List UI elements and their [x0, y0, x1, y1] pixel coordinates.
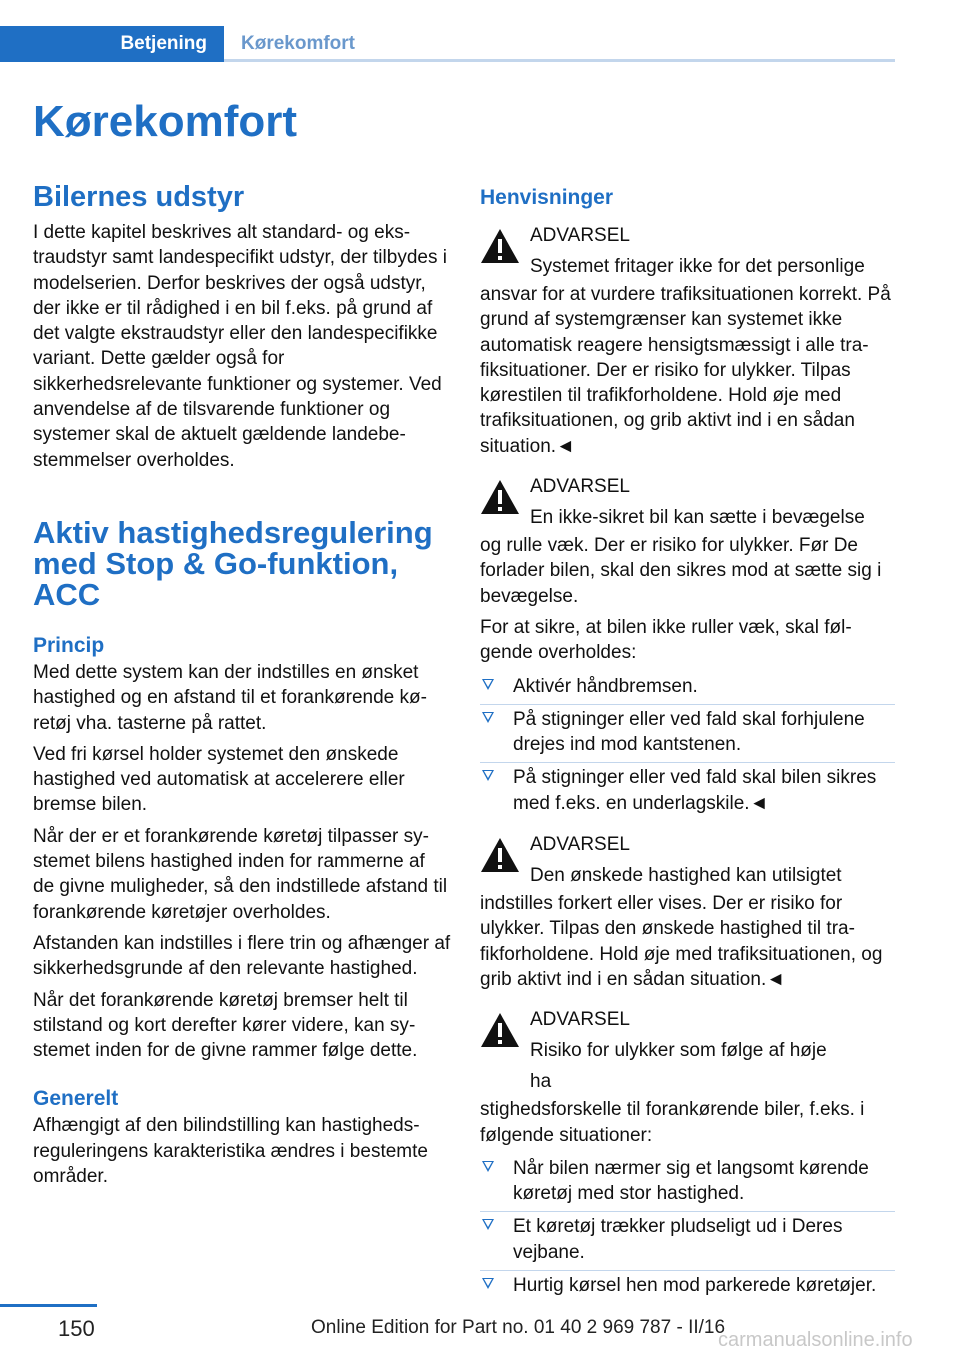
heading-bilernes-udstyr: Bilernes udstyr — [33, 181, 245, 213]
warning-text: og rulle væk. Der er risiko for ulykker. Før De forlader bilen, skal den sikres mod at sætte sig i bevægelse. — [480, 535, 882, 607]
warning-box — [480, 471, 895, 609]
heading-generelt: Generelt — [33, 1087, 119, 1111]
warning-text-first: Systemet fritager ikke for det personlige — [530, 256, 865, 277]
warning-title: ADVARSEL — [530, 225, 630, 246]
paragraph-sikre: For at sikre, at bilen ikke ruller væk, skal følgende overholdes: — [480, 616, 852, 664]
list-item-text: Når bilen nærmer sig et langsomt kørende køretøj med stor hastighed. — [513, 1157, 869, 1205]
warning-text: indstilles forkert eller vises. Der er risiko for ulykker. Tilpas den ønskede hastighed til trafikforholdene. Hold øje med trafiksituationen, og grib aktivt ind i en sådan situation.◄ — [480, 893, 883, 990]
warning-box — [480, 220, 895, 459]
list-item — [480, 1271, 895, 1303]
list-item — [480, 672, 895, 705]
list-item-text: På stigninger eller ved fald skal bilen sikres med f.eks. en underlagskile.◄ — [513, 767, 877, 814]
bullet-list-secure — [480, 672, 895, 821]
warning-triangle-icon — [480, 228, 520, 264]
paragraph-bilernes-udstyr: I dette kapitel beskrives alt standard- og ekstraudstyr samt landespecifikt udstyr, der tilbydes i modelserien. Derfor beskrives der også udstyr, der ikke er til rådighed i en bil f.eks. på grund af det valgte ekstraudstyr eller den landespecifikke variant. Dette gælder også for sikkerhedsrelevante funktioner og systemer. Ved anvendelse af de tilsvarende funktioner og systemer skal de aktuelt gældende landebestemmelser overholdes. — [33, 222, 447, 471]
warning-triangle-icon — [480, 479, 520, 515]
warning-text: stighedsforskelle til forankørende biler, f.eks. i følgende situationer: — [480, 1099, 865, 1146]
header-tab-section: Betjening — [0, 26, 224, 62]
left-column — [33, 180, 451, 1195]
bullet-triangle-icon — [482, 1278, 494, 1289]
heading-princip: Princip — [33, 633, 105, 657]
list-item — [480, 763, 895, 821]
page-header — [0, 26, 895, 62]
list-item — [480, 1212, 895, 1271]
list-item — [480, 705, 895, 764]
warning-triangle-icon — [480, 1012, 520, 1048]
bullet-triangle-icon — [482, 679, 494, 690]
warning-text: ansvar for at vurdere trafiksituationen korrekt. På grund af systemgrænser kan systemet ikke automatisk reagere hensigtsmæssigt i alle trafiksituationer. Der er risiko for ulykker. Tilpas kørestilen til trafikforholdene. Hold øje med trafiksituationen, og grib aktivt ind i en sådan situation.◄ — [480, 284, 891, 457]
warning-text-first: En ikke-sikret bil kan sætte i bevægelse — [530, 507, 865, 529]
warning-text-first: Den ønskede hastighed kan utilsigtet — [530, 865, 842, 887]
list-item — [480, 1154, 895, 1213]
warning-text-first: Risiko for ulykker som følge af høje ha — [530, 1040, 827, 1093]
list-item-text: Aktivér håndbremsen. — [513, 675, 698, 697]
paragraph-princip-2: Ved fri kørsel holder systemet den ønskede hastighed ved automatisk at accelerere eller bremse bilen. — [33, 743, 405, 816]
watermark: carmanualsonline.info — [718, 1329, 913, 1351]
paragraph-princip-4: Afstanden kan indstilles i flere trin og afhænger af sikkerhedsgrunde af den relevante hastighed. — [33, 932, 451, 980]
warning-title: ADVARSEL — [530, 476, 630, 498]
list-item-text: Et køretøj trækker pludseligt ud i Deres vejbane. — [513, 1216, 843, 1263]
bullet-list-situations — [480, 1154, 895, 1303]
footer-edition: Online Edition for Part no. 01 40 2 969 787 - II/16 — [311, 1317, 726, 1338]
paragraph-princip-3: Når der er et forankørende køretøj tilpasser systemet bilens hastighed inden for rammerne af de givne muligheder, så den indstillede afstand til forankørende køretøjer overholdes. — [33, 825, 448, 923]
warning-title: ADVARSEL — [530, 1009, 630, 1031]
list-item-text: På stigninger eller ved fald skal forhjulene drejes ind mod kantstenen. — [513, 708, 865, 756]
bullet-triangle-icon — [482, 770, 494, 781]
bullet-triangle-icon — [482, 1219, 494, 1230]
footer-divider — [0, 1304, 97, 1307]
paragraph-princip-1: Med dette system kan der indstilles en ønsket hastighed og en afstand til et forankørende køretøj vha. tasterne på rattet. — [33, 661, 427, 734]
header-tab-subsection: Kørekomfort — [241, 33, 356, 54]
warning-box — [480, 829, 895, 992]
bullet-triangle-icon — [482, 1161, 494, 1172]
page-number: 150 — [58, 1316, 95, 1341]
warning-title: ADVARSEL — [530, 834, 630, 856]
warning-box — [480, 1004, 895, 1148]
page-title: Kørekomfort — [33, 97, 298, 146]
list-item-text: Hurtig kørsel hen mod parkerede køretøjer. — [513, 1275, 877, 1297]
right-column — [480, 184, 895, 1303]
warning-triangle-icon — [480, 837, 520, 873]
bullet-triangle-icon — [482, 712, 494, 723]
heading-acc: Aktiv hastighedsregulering med Stop & Go-funktion, ACC — [33, 514, 433, 612]
paragraph-generelt: Afhængigt af den bilindstilling kan hastighedsreguleringens karakteristika ændres i bestemte områder. — [33, 1115, 428, 1188]
paragraph-princip-5: Når det forankørende køretøj bremser helt til stilstand og kort derefter kører videre, kan systemet inden for de givne rammer følge dette. — [33, 989, 418, 1062]
header-divider — [224, 59, 895, 62]
heading-henvisninger: Henvisninger — [480, 186, 614, 209]
